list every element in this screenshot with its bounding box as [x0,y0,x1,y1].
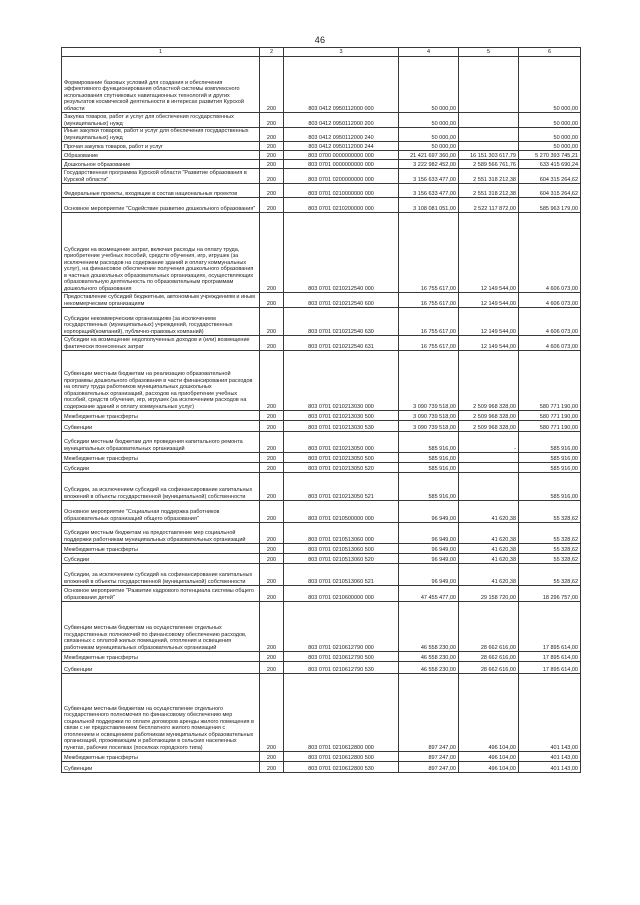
row-name-cell: Федеральные проекты, входящие в состав национальных проектов [62,184,260,198]
row-executed-cell: 41 620,38 [459,544,519,554]
table-row [62,523,581,544]
row-executed-cell: - [459,432,519,453]
row-name-cell: Субсидии, за исключением субсидий на софинансирование капитальных вложений в объекты государственной (муниципальной) собственности [62,473,260,501]
row-code-cell: 200 [260,213,284,293]
row-code-cell: 200 [260,142,284,151]
row-approved-cell: 585 916,00 [399,432,459,453]
row-approved-cell: 897 247,00 [399,762,459,773]
row-remaining-cell: 633 415 690,24 [519,160,581,169]
table-row [62,169,581,184]
row-code-cell: 200 [260,432,284,453]
row-name-cell: Предоставление субсидий бюджетным, автономным учреждениям и иным некоммерческим организациям [62,293,260,308]
row-classification-cell: 803 0701 0210612790 500 [284,652,399,662]
row-executed-cell [459,142,519,151]
page-number: 46 [314,35,326,45]
table-row [62,411,581,421]
row-code-cell: 200 [260,523,284,544]
row-code-cell: 200 [260,564,284,586]
row-classification-cell: 803 0701 0210200000 000 [284,198,399,213]
table-row [62,554,581,564]
row-classification-cell: 803 0701 0210212540 631 [284,336,399,351]
row-name-cell: Субсидии, за исключением субсидий на софинансирование капитальных вложений в объекты государственной (муниципальной) собственности [62,564,260,586]
row-executed-cell: 16 151 303 617,79 [459,151,519,160]
row-classification-cell: 803 0701 0210213050 521 [284,473,399,501]
row-approved-cell: 3 156 633 477,00 [399,184,459,198]
row-remaining-cell: 55 328,62 [519,544,581,554]
row-name-cell: Образование [62,151,260,160]
table-row [62,113,581,128]
row-approved-cell: 96 949,00 [399,544,459,554]
row-classification-cell: 803 0701 0210213030 500 [284,411,399,421]
row-code-cell: 200 [260,151,284,160]
row-name-cell: Субвенции [62,421,260,432]
table-row [62,586,581,602]
row-remaining-cell: 604 315 264,62 [519,184,581,198]
table-row [62,602,581,652]
row-remaining-cell: 55 328,62 [519,501,581,523]
budget-table [61,47,581,773]
row-approved-cell: 96 949,00 [399,564,459,586]
row-name-cell: Межбюджетные трансферты [62,453,260,463]
row-executed-cell: 29 158 720,00 [459,586,519,602]
row-remaining-cell: 401 143,00 [519,762,581,773]
row-classification-cell: 803 0701 0200000000 000 [284,169,399,184]
row-executed-cell: 2 551 318 212,38 [459,169,519,184]
table-row [62,184,581,198]
row-approved-cell: 50 000,00 [399,142,459,151]
row-name-cell: Субсидии на возмещение недополученных доходов и (или) возмещение фактически понесенных затрат [62,336,260,351]
row-classification-cell: 803 0701 0210213050 520 [284,463,399,473]
row-classification-cell: 803 0701 0210612800 500 [284,752,399,762]
row-approved-cell: 3 090 739 518,00 [399,411,459,421]
row-remaining-cell: 50 000,00 [519,113,581,128]
row-code-cell: 200 [260,113,284,128]
table-row [62,128,581,142]
row-name-cell: Межбюджетные трансферты [62,411,260,421]
table-row [62,213,581,293]
row-executed-cell: 41 620,38 [459,564,519,586]
table-row [62,752,581,762]
table-row [62,762,581,773]
row-approved-cell: 50 000,00 [399,57,459,113]
row-remaining-cell: 585 916,00 [519,453,581,463]
row-code-cell: 200 [260,184,284,198]
column-header-5: 5 [459,48,519,57]
column-header-6: 6 [519,48,581,57]
column-header-3: 3 [284,48,399,57]
row-classification-cell: 803 0701 0210212540 600 [284,293,399,308]
row-classification-cell: 803 0701 0210212540 000 [284,213,399,293]
row-classification-cell: 803 0412 0950112000 000 [284,57,399,113]
row-code-cell: 200 [260,421,284,432]
row-name-cell: Субвенции [62,662,260,674]
table-row [62,198,581,213]
row-name-cell: Иные закупки товаров, работ и услуг для обеспечения государственных (муниципальных) нужд [62,128,260,142]
table-row [62,293,581,308]
row-approved-cell: 585 916,00 [399,473,459,501]
table-row [62,674,581,752]
row-approved-cell: 46 558 230,00 [399,652,459,662]
row-code-cell: 200 [260,752,284,762]
row-classification-cell: 803 0701 0210213030 000 [284,351,399,411]
row-classification-cell: 803 0412 0950112000 200 [284,113,399,128]
table-row [62,501,581,523]
row-remaining-cell: 401 143,00 [519,752,581,762]
row-approved-cell: 46 558 230,00 [399,602,459,652]
row-code-cell: 200 [260,463,284,473]
row-classification-cell: 803 0701 0210000000 000 [284,184,399,198]
row-name-cell: Основное мероприятие "Социальная поддержка работников образовательных организаций общего образования" [62,501,260,523]
row-executed-cell: 41 620,38 [459,501,519,523]
table-row [62,336,581,351]
row-remaining-cell: 55 328,62 [519,564,581,586]
row-classification-cell: 803 0701 0210513060 520 [284,554,399,564]
row-executed-cell: 2 522 117 872,00 [459,198,519,213]
table-row [62,351,581,411]
row-remaining-cell: 50 000,00 [519,142,581,151]
row-remaining-cell: 17 895 614,00 [519,652,581,662]
row-name-cell: Субвенции местным бюджетам на осуществление отдельного государственного полномочия по финансовому обеспечению мер социальной поддержки по оплате договоров аренды жилого помещения в связи с не предоставлением бесплатного жилого помещения с отоплением и освещением работникам муниципальных образовательных организаций, проживающим и работающим в сельских населенных пунктах, рабочих поселках (поселках городского типа) [62,674,260,752]
table-row [62,662,581,674]
row-approved-cell: 50 000,00 [399,128,459,142]
row-remaining-cell: 50 000,00 [519,57,581,113]
row-code-cell: 200 [260,762,284,773]
row-approved-cell: 96 949,00 [399,501,459,523]
row-name-cell: Межбюджетные трансферты [62,652,260,662]
row-classification-cell: 803 0701 0210513060 500 [284,544,399,554]
row-executed-cell: 12 149 544,00 [459,308,519,336]
row-code-cell: 200 [260,411,284,421]
row-name-cell: Основное мероприятие "Содействие развитию дошкольного образования" [62,198,260,213]
row-approved-cell: 3 156 633 477,00 [399,169,459,184]
row-remaining-cell: 4 606 073,00 [519,308,581,336]
table-row [62,473,581,501]
row-remaining-cell: 4 606 073,00 [519,213,581,293]
row-approved-cell: 16 755 617,00 [399,213,459,293]
table-row [62,151,581,160]
row-name-cell: Основное мероприятие "Развитие кадрового потенциала системы общего образования детей" [62,586,260,602]
row-name-cell: Дошкольное образование [62,160,260,169]
row-remaining-cell: 4 606 073,00 [519,336,581,351]
row-name-cell: Субсидии [62,554,260,564]
table-row [62,432,581,453]
row-approved-cell: 47 455 477,00 [399,586,459,602]
table-row [62,564,581,586]
row-code-cell: 200 [260,453,284,463]
row-remaining-cell: 585 963 179,00 [519,198,581,213]
row-executed-cell: 28 662 616,00 [459,662,519,674]
row-code-cell: 200 [260,554,284,564]
row-code-cell: 200 [260,293,284,308]
row-name-cell: Субвенции [62,762,260,773]
row-remaining-cell: 604 315 264,62 [519,169,581,184]
table-row [62,160,581,169]
row-executed-cell: 2 509 968 328,00 [459,351,519,411]
row-name-cell: Субсидии [62,463,260,473]
row-approved-cell: 21 421 697 360,00 [399,151,459,160]
row-name-cell: Межбюджетные трансферты [62,544,260,554]
row-code-cell: 200 [260,544,284,554]
row-name-cell: Субвенции местным бюджетам на реализацию образовательной программы дошкольного образования в части финансирования расходов на оплату труда работников муниципальных дошкольных образовательных организаций, расходов на приобретение учебных пособий, средств обучения, игр, игрушек (за исключением расходов на содержание зданий и оплату коммунальных услуг) [62,351,260,411]
row-remaining-cell: 585 916,00 [519,463,581,473]
row-classification-cell: 803 0701 0210500000 000 [284,501,399,523]
row-code-cell: 200 [260,473,284,501]
row-name-cell: Субсидии местным бюджетам для проведения капитального ремонта муниципальных образовательных организаций [62,432,260,453]
row-remaining-cell: 5 270 393 745,21 [519,151,581,160]
row-code-cell: 200 [260,674,284,752]
table-row [62,463,581,473]
row-code-cell: 200 [260,351,284,411]
table-row [62,652,581,662]
row-executed-cell: 2 589 566 761,76 [459,160,519,169]
row-name-cell: Субсидии некоммерческим организациям (за исключением государственных (муниципальных) учреждений, государственных корпораций(компаний), публично-правовых компаний) [62,308,260,336]
row-executed-cell [459,113,519,128]
table-row [62,57,581,113]
row-approved-cell: 585 916,00 [399,463,459,473]
row-code-cell: 200 [260,336,284,351]
row-classification-cell: 803 0701 0210213050 000 [284,432,399,453]
row-classification-cell: 803 0701 0210612790 000 [284,602,399,652]
row-name-cell: Закупка товаров, работ и услуг для обеспечения государственных (муниципальных) нужд [62,113,260,128]
row-classification-cell: 803 0700 0000000000 000 [284,151,399,160]
row-classification-cell: 803 0701 0210513060 521 [284,564,399,586]
row-executed-cell [459,473,519,501]
row-name-cell: Межбюджетные трансферты [62,752,260,762]
row-approved-cell: 585 916,00 [399,453,459,463]
column-header-4: 4 [399,48,459,57]
row-executed-cell: 41 620,38 [459,554,519,564]
column-header-1: 1 [62,48,260,57]
table-header-row [62,48,581,57]
row-code-cell: 200 [260,652,284,662]
table-row [62,544,581,554]
row-remaining-cell: 17 895 614,00 [519,602,581,652]
row-classification-cell: 803 0701 0210612790 530 [284,662,399,674]
row-executed-cell [459,463,519,473]
row-name-cell: Субвенции местным бюджетам на осуществление отдельных государственных полномочий по финансовому обеспечению расходов, связанных с оплатой жилых помещений, отопления и освещения работникам муниципальных образовательных организаций [62,602,260,652]
row-executed-cell: 28 662 616,00 [459,602,519,652]
row-remaining-cell: 401 143,00 [519,674,581,752]
row-name-cell: Прочая закупка товаров, работ и услуг [62,142,260,151]
row-classification-cell: 803 0701 0210513060 000 [284,523,399,544]
row-executed-cell: 12 149 544,00 [459,213,519,293]
row-name-cell: Субсидии местным бюджетам на предоставление мер социальной поддержки работникам муниципальных образовательных организаций [62,523,260,544]
row-classification-cell: 803 0701 0210212540 630 [284,308,399,336]
table-row [62,421,581,432]
row-classification-cell: 803 0701 0000000000 000 [284,160,399,169]
row-classification-cell: 803 0701 0210600000 000 [284,586,399,602]
row-executed-cell: 496 104,00 [459,674,519,752]
row-approved-cell: 897 247,00 [399,752,459,762]
row-approved-cell: 50 000,00 [399,113,459,128]
row-code-cell: 200 [260,501,284,523]
row-code-cell: 200 [260,308,284,336]
row-code-cell: 200 [260,198,284,213]
row-classification-cell: 803 0412 0950112000 244 [284,142,399,151]
row-executed-cell: 496 104,00 [459,752,519,762]
row-remaining-cell: 580 771 190,00 [519,411,581,421]
row-approved-cell: 3 090 739 518,00 [399,421,459,432]
row-code-cell: 200 [260,160,284,169]
row-code-cell: 200 [260,57,284,113]
row-approved-cell: 3 222 982 452,00 [399,160,459,169]
row-classification-cell: 803 0701 0210213050 500 [284,453,399,463]
row-remaining-cell: 585 916,00 [519,432,581,453]
row-remaining-cell: 580 771 190,00 [519,351,581,411]
table-row [62,142,581,151]
row-approved-cell: 46 558 230,00 [399,662,459,674]
row-approved-cell: 897 247,00 [399,674,459,752]
row-executed-cell [459,453,519,463]
row-executed-cell: 12 149 544,00 [459,293,519,308]
row-approved-cell: 16 755 617,00 [399,308,459,336]
row-name-cell: Субсидии на возмещение затрат, включая расходы на оплату труда, приобретение учебных пособий, средств обучения, игр, игрушек (за исключением расходов на содержание зданий и оплату коммунальных услуг), на финансовое обеспечение получения дошкольного образования в частных дошкольных образовательных организациях, осуществляющих образовательную деятельность по образовательным программам дошкольного образования [62,213,260,293]
row-classification-cell: 803 0701 0210612800 530 [284,762,399,773]
row-approved-cell: 3 108 081 051,00 [399,198,459,213]
row-executed-cell [459,57,519,113]
row-remaining-cell: 55 328,62 [519,523,581,544]
row-executed-cell [459,128,519,142]
row-classification-cell: 803 0701 0210612800 000 [284,674,399,752]
row-code-cell: 200 [260,662,284,674]
table-row [62,308,581,336]
table-row [62,453,581,463]
row-approved-cell: 16 755 617,00 [399,293,459,308]
row-executed-cell: 2 509 968 328,00 [459,421,519,432]
column-header-2: 2 [260,48,284,57]
row-executed-cell: 496 104,00 [459,762,519,773]
row-executed-cell: 2 551 318 212,38 [459,184,519,198]
row-remaining-cell: 18 296 757,00 [519,586,581,602]
row-executed-cell: 2 509 968 328,00 [459,411,519,421]
row-remaining-cell: 17 895 614,00 [519,662,581,674]
row-code-cell: 200 [260,169,284,184]
row-executed-cell: 28 662 616,00 [459,652,519,662]
row-classification-cell: 803 0701 0210213030 530 [284,421,399,432]
row-classification-cell: 803 0412 0950112000 240 [284,128,399,142]
row-name-cell: Формирование базовых условий для создания и обеспечения эффективного функционирования областной системы комплексного использования спутниковых навигационных технологий и других результатов космической деятельности в интересах развития Курской области [62,57,260,113]
row-remaining-cell: 585 916,00 [519,473,581,501]
row-remaining-cell: 4 606 073,00 [519,293,581,308]
row-approved-cell: 3 090 739 518,00 [399,351,459,411]
row-remaining-cell: 50 000,00 [519,128,581,142]
row-code-cell: 200 [260,602,284,652]
row-code-cell: 200 [260,586,284,602]
row-code-cell: 200 [260,128,284,142]
row-remaining-cell: 55 328,62 [519,554,581,564]
row-name-cell: Государственная программа Курской области "Развитие образования в Курской области" [62,169,260,184]
row-approved-cell: 96 949,00 [399,523,459,544]
row-approved-cell: 96 949,00 [399,554,459,564]
row-executed-cell: 41 620,38 [459,523,519,544]
row-executed-cell: 12 149 544,00 [459,336,519,351]
row-approved-cell: 16 755 617,00 [399,336,459,351]
row-remaining-cell: 580 771 190,00 [519,421,581,432]
